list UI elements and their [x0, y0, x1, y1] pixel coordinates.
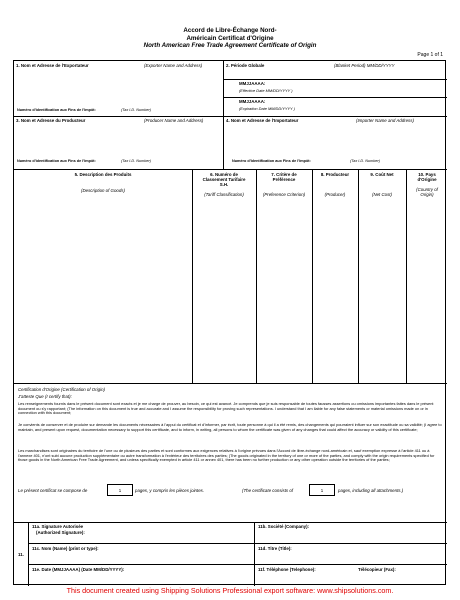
col-tariff-label: 6. Numéro de Classement Tarifaire S.H.	[202, 172, 246, 188]
expiration-date-hint: (Expiration Date MM/DD/YYYY )	[239, 106, 295, 111]
divider	[192, 169, 193, 383]
col-net-cost-label: 9. Coût Net	[370, 172, 394, 177]
divider	[28, 522, 29, 586]
col-preference-label: 7. Critère de Préférence	[271, 172, 297, 183]
col-description-label: 5. Description des Produits	[74, 172, 132, 177]
exporter-tax-label: Numéro d'identification aux Fins de l'Impôt:	[17, 108, 96, 112]
blanket-period-hint: (Blanket Period) MM/DD/YYYY	[334, 63, 395, 68]
certification-paragraph-1: Les renseignements fournis dans le présent document sont exacts et je me charge de prouver, au besoin, ce qui est avancé. Je comprends que je suis responsable de toutes fausses assertions ou omissions importantes faites dans le présent document ou s'y rapportant; (The information on this document is true and accurate and I assume the responsibility for proving such representations. I understand that I am liable for any false statements or material omissions made on or in connection with this document;	[18, 401, 434, 416]
pages-count-field[interactable]: 1	[107, 484, 133, 496]
telephone-label: 11f. Téléphone (Telephone):	[258, 567, 316, 572]
importer-tax-hint: (Tax I.D. Number)	[350, 159, 381, 163]
pages-post-text: pages, y compris les pièces jointes.	[135, 488, 205, 493]
col-country-hint: (Country of Origin)	[416, 187, 438, 198]
producer-label: 3. Nom et Adresse du Producteur	[16, 118, 86, 123]
producer-hint: (Producer Name and Address)	[144, 118, 204, 123]
divider	[358, 169, 359, 383]
page-number: Page 1 of 1	[417, 52, 443, 58]
signature-label: 11a. Signature Autorisée	[32, 524, 84, 529]
col-net-cost-hint: (Net Cost)	[371, 192, 392, 197]
pages-en-count-field[interactable]: 1	[309, 484, 335, 496]
exporter-label: 1. Nom et Adresse de l'Exportateur	[16, 63, 89, 68]
col-producer-label: 8. Producteur	[320, 172, 350, 177]
divider	[14, 116, 447, 117]
divider	[223, 97, 447, 98]
importer-label: 4. Nom et Adresse de l'Importateur	[226, 118, 299, 123]
col-country-label: 10. Pays d'Origine	[417, 172, 437, 183]
promo-footer: This document created using Shipping Solutions Professional export software: www.shipsolutions.com.	[66, 586, 394, 595]
certificate-header	[0, 27, 460, 50]
pages-en-post-text: pages, including all attachments.)	[338, 488, 404, 493]
certificate-form	[13, 60, 446, 585]
date-label: 11e. Date (MMJJAAAA) (Date MM/DD/YYYY):	[32, 567, 125, 572]
col-tariff-hint: (Tariff Classification)	[204, 192, 244, 197]
importer-hint: (Importer Name and Address)	[356, 118, 414, 123]
divider	[254, 522, 255, 586]
exporter-tax-hint: (Tax I.D. Number)	[121, 108, 152, 112]
signature-hint: (Authorized Signature):	[36, 530, 85, 535]
company-label: 11b. Société (Company):	[258, 524, 309, 529]
certification-heading: Certification d'Origine (Certification of Origin)	[18, 387, 105, 392]
importer-tax-label: Numéro d'Identification aux Fins de l'Impôt:	[232, 159, 311, 163]
expiration-date-label: MMJJAAAA:	[239, 99, 266, 104]
pages-pre-text: Le présent certificat se compose de	[18, 488, 88, 493]
certification-paragraph-2: Je convients de conserver et de produire sur demande les documents nécessaires à l'appui du certificat et d'informer, par écrit, toute personne à qui il a été remis, des changements qui pourraient influer sur son exactitude ou sa validité; (I agree to maintain, and present upon request, documentation necessary to support this certificate, and to inform, in writing, all persons to whom the certificate was given of any changes that could affect the accuracy or validity of this certificate;	[18, 422, 442, 432]
certify-line: J'atteste Que (I certify that):	[18, 394, 72, 399]
pages-en-pre-text: (The certificate consists of	[242, 488, 293, 493]
divider	[256, 169, 257, 383]
blanket-period-label: 2. Période Globale	[226, 63, 265, 68]
title-label: 11d. Titre (Title):	[258, 546, 292, 551]
col-description-hint: (Description of Goods)	[81, 188, 125, 193]
producer-tax-label: Numéro d'identification aux Fins de l'Impôt:	[17, 159, 96, 163]
divider	[223, 79, 447, 80]
title-line-2: Américain Certificat d'Origine	[186, 34, 274, 42]
effective-date-hint: (Effective Date MM/DD/YYYY )	[239, 88, 293, 93]
subtitle: North American Free Trade Agreement Certificate of Origin	[143, 42, 317, 50]
divider	[14, 522, 447, 523]
divider	[28, 564, 447, 565]
box11-number: 11.	[18, 552, 24, 557]
certification-paragraph-3: Les marchandises sont originaires du territoire de l'une ou de plusieurs des parties et sont conformes aux exigences relatives à l'origine prévues dans l'Accord de libre-échange nord-américain et, sauf exemption expresse à l'article 411 ou à l'annexe 401, n'ont subi aucune production supplémentaire ou autre transformation à l'extérieur des territoires des parties; (The goods originated in the territory of one or more of the parties, and comply with the origin requirements specified for those goods in the North American Free Trade Agreement, and unless specifically exempted in article 411 or annex 401, there has been no further production or any other operation outside the territories of the parties;	[18, 448, 435, 463]
fax-label: Télécopieur (Fax):	[358, 567, 396, 572]
divider	[14, 169, 447, 170]
divider	[14, 383, 447, 384]
producer-tax-hint: (Tax I.D. Number)	[121, 159, 152, 163]
col-producer-hint: (Producer)	[324, 192, 346, 197]
title-line-1: Accord de Libre-Échange Nord-	[183, 27, 277, 34]
divider	[28, 543, 447, 544]
col-preference-hint: (Preference Criterion)	[262, 192, 306, 197]
exporter-hint: (Exporter Name and Address)	[144, 63, 203, 68]
name-label: 11c. Nom (Name) (print or type):	[32, 546, 99, 551]
divider	[406, 169, 407, 383]
effective-date-label: MMJJAAAA:	[239, 81, 266, 86]
divider	[223, 61, 224, 169]
divider	[312, 169, 313, 383]
